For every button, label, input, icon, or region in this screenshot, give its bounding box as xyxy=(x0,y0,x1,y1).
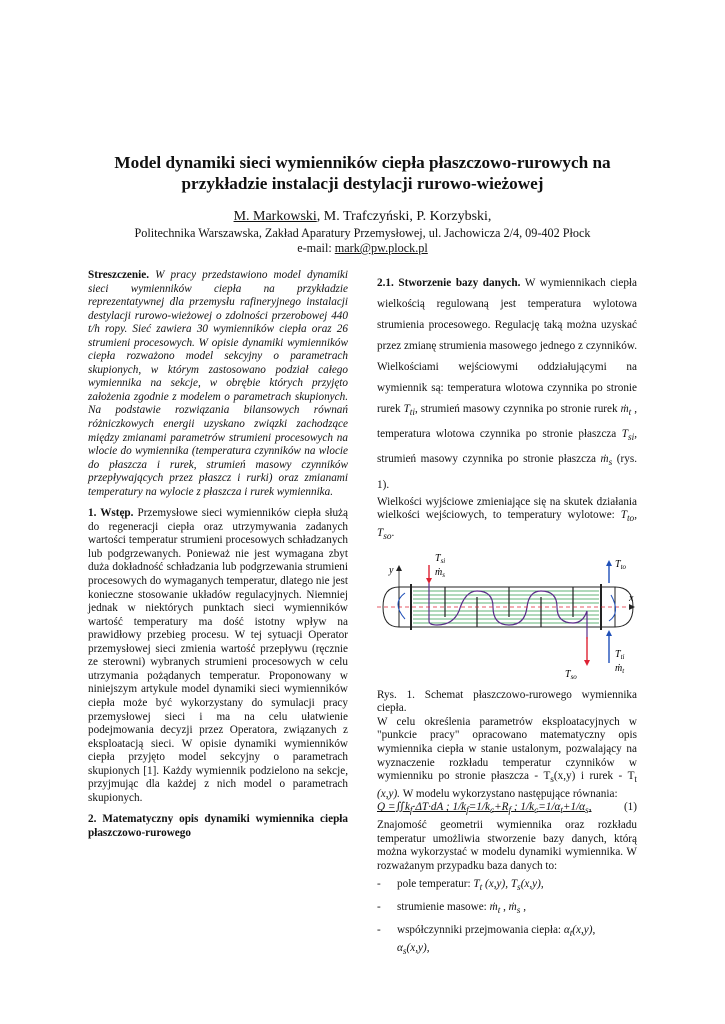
author-1: M. Markowski xyxy=(233,209,317,224)
p3-text: W celu określenia parametrów eksploatacyjnych w "punkcie pracy" opracowano matematyczny opis wymiennika ciepła w stanie ustalonym, pozwalający na wyznaczenie rozkładu temperatur czynników w wymienniku po stronie płaszcza - T xyxy=(377,715,637,783)
right-column xyxy=(377,273,637,960)
sym-T: T xyxy=(620,509,627,522)
p1-text: W wymiennikach ciepła wielkością regulowaną jest temperatura wylotowa strumienia procesowego. Regulację taką można uzyskać przez zmianę strumienia masowego jednego z czynników. Wielkościami wejściowymi oddziałującymi na wymiennik są: temperatura wlotowa czynnika po stronie rurek xyxy=(377,277,637,415)
authors xyxy=(60,208,665,225)
title-line-1: Model dynamiki sieci wymienników ciepła płaszczowo-rurowych na xyxy=(114,153,611,172)
sym-sub: ti xyxy=(409,408,415,419)
paper-title xyxy=(60,152,665,194)
sym-sub: s xyxy=(608,458,613,469)
section-1-heading: 1. Wstęp. xyxy=(88,507,134,520)
p2-text: Wielkości wyjściowe zmieniające się na skutek działania wielkości wejściowych, to temperatury wylotowe: xyxy=(377,495,637,522)
p1-text-d: , strumień masowy czynnika po stronie płaszcza xyxy=(377,428,637,466)
y-axis-arrow xyxy=(396,565,402,571)
label-Tsi: $T_{si}$ xyxy=(435,552,446,565)
x-axis-arrow xyxy=(629,604,635,610)
list-dash: - xyxy=(377,901,381,914)
p3-text-c: (x,y). xyxy=(377,787,403,800)
label-Tto: $T_{to}$ xyxy=(615,558,627,571)
label-mt: ṁ$_t$ xyxy=(615,662,625,675)
abstract-text: W pracy przedstawiono model dynamiki sieci wymienników ciepła na przykładzie reprezentatywnej dla przemysłu rafineryjnego instalacji destylacji rurowo-wieżowej o zdolności przerobowej 440 t/h ropy. Sieć zawiera 30 wymienników ciepła oraz 26 strumieni procesowych. W opisie dynamiki wymienników ciepła rozważono model sekcyjny o parametrach skupionych, w którym zastosowano podział całego wymiennika na sekcje, w obrębie których przyjęto założenia zgodnie z modelem o parametrach skupionych. Na podstawie rozwiązania bilansowych równań różniczkowych energii uzyskano związki zachodzące między zmianami parametrów strumieni procesowych na wlocie do wymiennika (temperatura czynników na wlocie do płaszcza i rurek, strumień masowy czynników przepływających przez płaszcz i rurki) oraz zmianami temperatury na wylocie z płaszcza i rurek wymiennika. xyxy=(88,269,348,498)
tube-outlet-head xyxy=(606,560,612,566)
section-2 xyxy=(88,813,348,840)
section-2-heading: 2. Matematyczny opis dynamiki wymiennika ciepła płaszczowo-rurowego xyxy=(88,813,348,839)
heat-exchanger-diagram xyxy=(377,551,639,683)
section-2-1-p4: Znajomość geometrii wymiennika oraz rozkładu temperatur umożliwia stworzenie bazy danych, którą można wykorzystać w modelu dynamiki wymiennika. W rozważanym przypadku baza danych to: xyxy=(377,819,637,872)
sym-sub: t xyxy=(634,775,637,786)
sym-mdot: ṁ xyxy=(600,453,609,466)
p1-text-b: , strumień masowy czynnika po stronie rurek xyxy=(414,403,621,415)
label-Tti: $T_{ti}$ xyxy=(615,648,625,661)
shell-outlet-head xyxy=(584,660,590,666)
sym-sub: so xyxy=(383,532,392,543)
section-2-1-p1 xyxy=(377,273,637,496)
list-item-3: współczynniki przejmowania ciepła: $\alpha_t(x,y)$, $\alpha_s(x,y)$, xyxy=(397,923,596,957)
affiliation-block xyxy=(60,226,665,256)
heat-exchanger-figure xyxy=(377,551,637,683)
section-2-1-p2 xyxy=(377,496,637,545)
x-label: x xyxy=(629,592,634,604)
sym-T: T xyxy=(377,527,384,540)
p3-text-b: (x,y) i rurek - T xyxy=(553,770,635,783)
p1-text-c: , temperatura wlotowa czynnika po stronie płaszcza xyxy=(377,403,638,441)
p1-text-e: (rys. 1). xyxy=(377,453,637,491)
equation-body: $Q =∬k_f\cdot\Delta T\cdot dA$ ; $1/k_f=1/k_c+R_f$ ; $1/k_c=1/\alpha_t+1/\alpha_s$, xyxy=(377,801,592,817)
sym-T: T xyxy=(621,428,628,441)
shell-inlet-head xyxy=(426,578,432,584)
section-1 xyxy=(88,507,348,805)
title-line-2: przykładzie instalacji destylacji rurowo-wieżowej xyxy=(181,174,544,193)
sym-T: T xyxy=(403,403,410,415)
sym-sub: t xyxy=(628,408,632,419)
sym-mdot: ṁ xyxy=(620,403,629,415)
equation-1 xyxy=(377,801,637,819)
tube-inlet-head xyxy=(606,630,612,636)
label-Tso: $T_{so}$ xyxy=(565,668,577,681)
abstract xyxy=(88,269,348,499)
list-item xyxy=(377,878,637,896)
email-link[interactable]: mark@pw.plock.pl xyxy=(334,241,428,255)
email-label: e-mail: xyxy=(297,241,335,255)
p3-text-d: W modelu wykorzystano następujące równania: xyxy=(402,787,618,800)
list-item-2: strumienie masowe: ṁ$_t$ , ṁ$_s$ , xyxy=(397,901,526,917)
section-2-1-heading: 2.1. Stworzenie bazy danych. xyxy=(377,277,521,289)
abstract-heading: Streszczenie. xyxy=(88,269,149,281)
section-1-text: Przemysłowe sieci wymienników ciepła służą do regeneracji ciepła oraz utrzymywania zadanych wartości temperatur strumieni procesowych schładzanych lub podgrzewanych. Ponieważ nie jest wymagana zbyt duża dokładność schładzania lub podgrzewania strumieni procesowych do wymaganych temperatur, dlatego nie jest konieczne stosowanie układów regulacyjnych. Niemniej jednak w niektórych punktach sieci wymienników wartość temperatury ma dość istotny wpływ na prawidłowy przebieg procesu. W tej sytuacji Operator przemysłowej sieci zmienia wartość przepływu (ręcznie ze sterowni) wybranych strumieni procesowych w celu utrzymania pożądanych temperatur. Proponowany w niniejszym artykule model dynamiki sieci wymienników ciepła może być wykorzystany do symulacji pracy przemysłowej sieci i ma na celu ułatwienie podejmowania decyzji przez Operatora, związanych z eksploatacją sieci. W opisie dynamiki wymienników ciepła przyjęto model sekcyjny o parametrach skupionych [1]. Każdy wymiennik podzielono na sekcje, przyjmując dla każdej z nich model o parametrach skupionych. xyxy=(88,507,348,804)
list-item-1: pole temperatur: $T_t$ (x,y), $T_s(x,y)$, xyxy=(397,878,544,894)
list-dash: - xyxy=(377,878,381,891)
authors-rest: , M. Trafczyński, P. Korzybski, xyxy=(316,209,492,224)
sep: . xyxy=(391,527,395,540)
sym-sub: to xyxy=(626,514,635,525)
equation-number: (1) xyxy=(623,801,637,814)
y-label: y xyxy=(389,564,394,576)
figure-caption: Rys. 1. Schemat płaszczowo-rurowego wymiennika ciepła. xyxy=(377,688,637,715)
section-2-1-p3 xyxy=(377,716,637,802)
left-column xyxy=(88,269,348,840)
sep: , xyxy=(634,509,637,522)
list-item xyxy=(377,924,637,960)
list-dash: - xyxy=(377,923,381,936)
label-ms: ṁ$_s$ xyxy=(435,566,445,579)
list-item xyxy=(377,901,637,919)
sym-sub: si xyxy=(627,433,635,444)
sym-sub: s xyxy=(550,775,554,786)
affiliation: Politechnika Warszawska, Zakład Aparatury Przemysłowej, ul. Jachowicza 2/4, 09-402 Płock xyxy=(134,226,591,240)
